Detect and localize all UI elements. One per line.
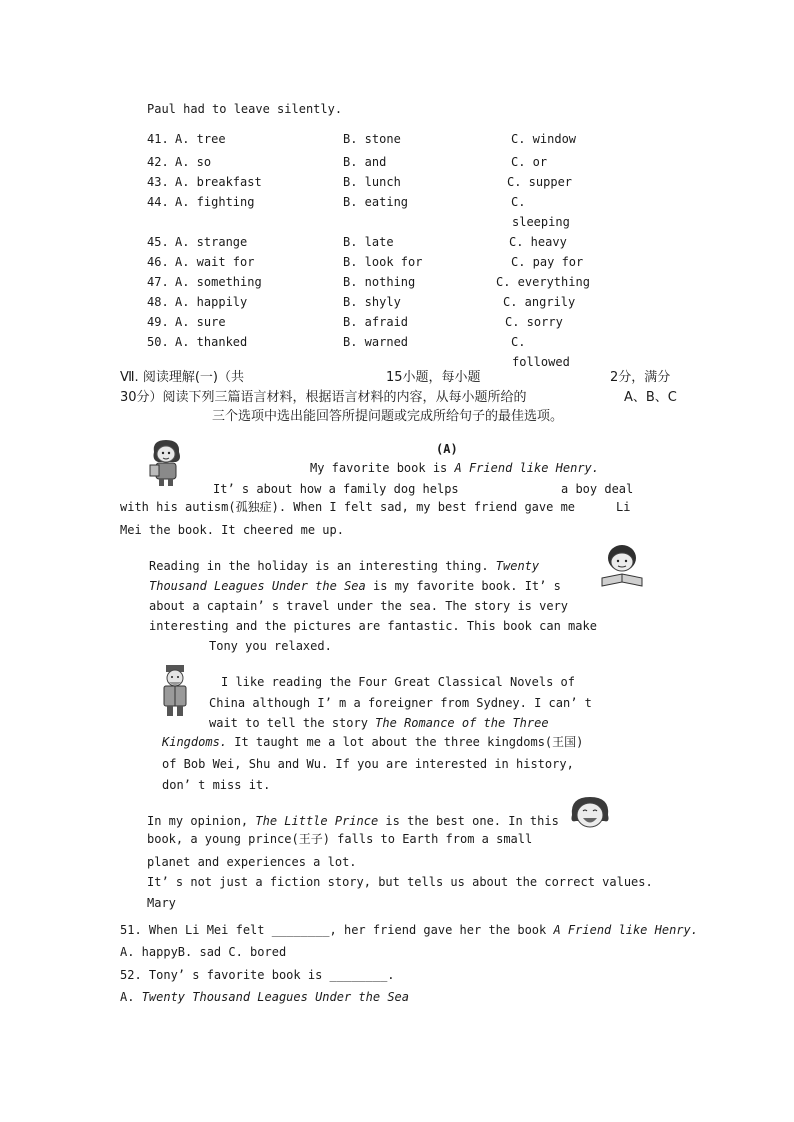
option-c: C. heavy (509, 235, 567, 249)
p1-line3: with his autism(孤独症). When I felt sad, my best friend gave me (120, 500, 576, 514)
section-title-count: 15小题，每小题 (386, 370, 481, 385)
p3-line3: wait to tell the story The Romance of the Three (209, 716, 549, 730)
option-b: B. shyly (343, 295, 401, 309)
option-c-wrapped: followed (512, 355, 570, 369)
option-b: B. lunch (343, 175, 401, 189)
option-c: C. supper (507, 175, 573, 189)
option-b: B. late (343, 235, 394, 249)
option-number: 43. (147, 175, 169, 189)
option-a: A. strange (175, 235, 248, 249)
option-c: C. pay for (511, 255, 584, 269)
question-51-options: A. happyB. sad C. bored (120, 945, 287, 959)
p4-line3: planet and experiences a lot. (147, 855, 357, 869)
p3-line2: China although I’ m a foreigner from Sydney. I can’ t (209, 696, 592, 710)
p3-line5: of Bob Wei, Shu and Wu. If you are interested in history, (162, 757, 574, 771)
old-man-icon (157, 664, 193, 718)
option-b: B. afraid (343, 315, 409, 329)
option-b: B. and (343, 155, 387, 169)
option-c-wrapped: sleeping (512, 215, 570, 229)
p1-line4: Mei the book. It cheered me up. (120, 523, 344, 537)
option-number: 45. (147, 235, 169, 249)
question-52-option-a: A. Twenty Thousand Leagues Under the Sea (120, 990, 409, 1004)
p1-line2: It’ s about how a family dog helps (213, 482, 459, 496)
option-number: 42. (147, 155, 169, 169)
boy-reading-icon (596, 542, 648, 588)
p3-line4: Kingdoms. It taught me a lot about the three kingdoms(王国) (162, 735, 584, 749)
option-a: A. sure (175, 315, 226, 329)
option-number: 49. (147, 315, 169, 329)
p4-line4: It’ s not just a fiction story, but tells us about the correct values. (147, 875, 653, 889)
option-b: B. nothing (343, 275, 416, 289)
option-b: B. warned (343, 335, 409, 349)
section-title: Ⅶ. 阅读理解(一)（共 (120, 370, 244, 385)
p1-line3b: Li (616, 500, 631, 514)
p2-line5: Tony you relaxed. (209, 639, 332, 653)
option-c: C. (511, 195, 526, 209)
p3-line1: I like reading the Four Great Classical Novels of (221, 675, 576, 689)
question-52: 52. Tony’ s favorite book is ________. (120, 968, 395, 982)
option-number: 44. (147, 195, 169, 209)
section-instruction-line3: 三个选项中选出能回答所提问题或完成所给句子的最佳选项。 (212, 409, 564, 424)
section-instruction-options: A、B、C (624, 390, 677, 405)
option-a: A. something (175, 275, 262, 289)
p2-line1: Reading in the holiday is an interesting thing. Twenty (149, 559, 540, 573)
option-number: 41. (147, 132, 169, 146)
section-title-score: 2分，满分 (610, 370, 671, 385)
p1-line2b: a boy deal (561, 482, 634, 496)
passage-label: (A) (436, 442, 458, 456)
p1-line1: My favorite book is A Friend like Henry. (310, 461, 599, 475)
option-c: C. sorry (505, 315, 563, 329)
girl-holding-book-icon (146, 438, 188, 488)
option-b: B. eating (343, 195, 409, 209)
option-b: B. look for (343, 255, 423, 269)
option-a: A. fighting (175, 195, 255, 209)
option-a: A. happily (175, 295, 248, 309)
option-number: 47. (147, 275, 169, 289)
option-a: A. wait for (175, 255, 255, 269)
p3-line6: don’ t miss it. (162, 778, 271, 792)
option-c: C. angrily (503, 295, 576, 309)
option-c: C. everything (496, 275, 590, 289)
girl-laughing-icon (566, 793, 614, 837)
option-c: C. or (511, 155, 548, 169)
option-a: A. breakfast (175, 175, 262, 189)
option-b: B. stone (343, 132, 401, 146)
option-a: A. so (175, 155, 212, 169)
question-51: 51. When Li Mei felt ________, her friend gave her the book A Friend like Henry. (120, 923, 698, 937)
option-number: 50. (147, 335, 169, 349)
p2-line2: Thousand Leagues Under the Sea is my favorite book. It’ s (149, 579, 561, 593)
option-c: C. (511, 335, 526, 349)
p4-line1: In my opinion, The Little Prince is the best one. In this (147, 814, 559, 828)
intro-line: Paul had to leave silently. (147, 102, 343, 116)
p2-line3: about a captain’ s travel under the sea. The story is very (149, 599, 569, 613)
option-a: A. thanked (175, 335, 248, 349)
p4-line5: Mary (147, 896, 176, 910)
option-number: 46. (147, 255, 169, 269)
section-instruction: 30分）阅读下列三篇语言材料，根据语言材料的内容，从每小题所给的 (120, 390, 527, 405)
option-number: 48. (147, 295, 169, 309)
option-c: C. window (511, 132, 577, 146)
option-a: A. tree (175, 132, 226, 146)
p2-line4: interesting and the pictures are fantastic. This book can make (149, 619, 597, 633)
p4-line2: book, a young prince(王子) falls to Earth from a small (147, 832, 533, 846)
